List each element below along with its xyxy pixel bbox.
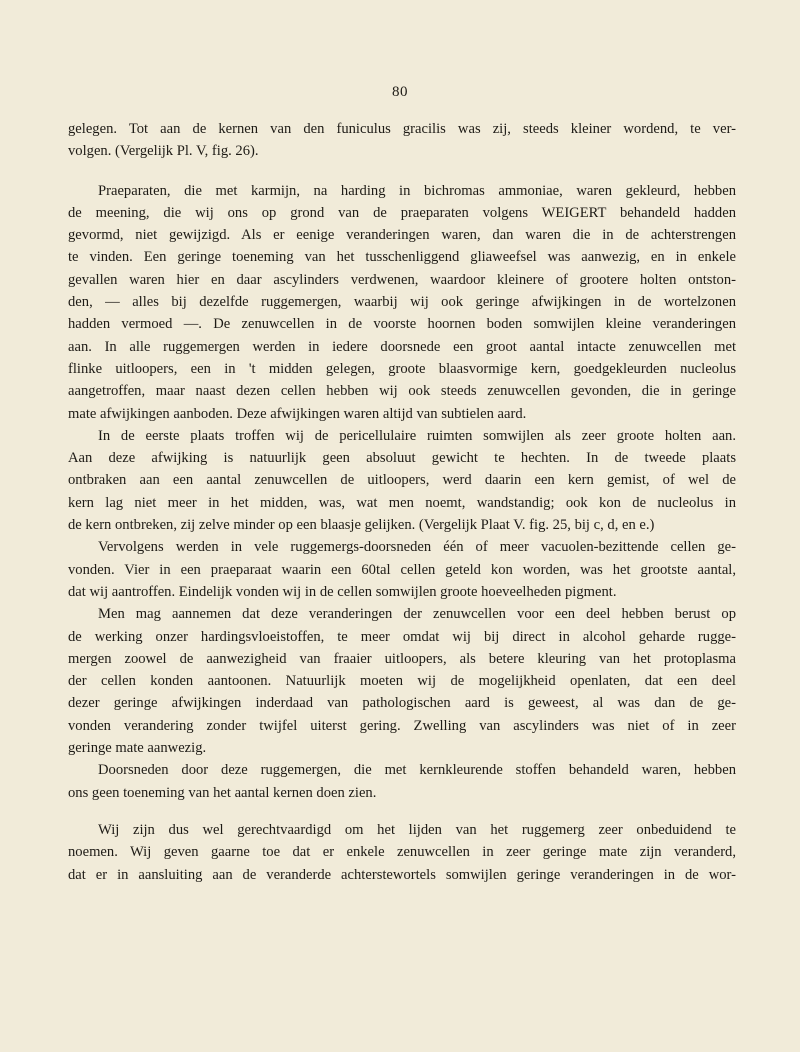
text-line: vonden. Vier in een praeparaat waarin een 60tal cellen geteld kon worden, was het grootste aantal, xyxy=(68,561,736,578)
text-line: dat wij aantroffen. Eindelijk vonden wij in de cellen somwijlen groote hoeveelheden pigment. xyxy=(68,583,617,600)
text-line: der cellen konden aantoonen. Natuurlijk moeten wij de mogelijkheid openlaten, dat een deel xyxy=(68,673,736,690)
body-text xyxy=(68,118,736,886)
text-line: ons geen toeneming van het aantal kernen doen zien. xyxy=(68,784,377,801)
text-line: In de eerste plaats troffen wij de pericellulaire ruimten somwijlen als zeer groote holten aan. xyxy=(98,427,736,444)
text-line: dat er in aansluiting aan de veranderde achterstewortels somwijlen geringe veranderingen in de wor- xyxy=(68,866,736,883)
text-line: gevallen waren hier en daar ascylinders verdwenen, waardoor kleinere of grootere holten ontston- xyxy=(68,271,736,288)
text-line: te vinden. Een geringe toeneming van het tusschenliggend gliaweefsel was aanwezig, en in enkele xyxy=(68,249,736,266)
text-line: Aan deze afwijking is natuurlijk geen absoluut gewicht te hechten. In de tweede plaats xyxy=(68,450,736,467)
paragraph xyxy=(68,118,736,163)
text-line: de werking onzer hardingsvloeistoffen, te meer omdat wij bij direct in alcohol geharde rugge- xyxy=(68,628,736,645)
text-line: den, — alles bij dezelfde ruggemergen, waarbij wij ook geringe afwijkingen in de wortelzonen xyxy=(68,294,736,311)
paragraph xyxy=(68,819,736,886)
text-line: volgen. (Vergelijk Pl. V, fig. 26). xyxy=(68,143,259,160)
text-line: mergen zoowel de aanwezigheid van fraaier uitloopers, als betere kleuring van het protoplasma xyxy=(68,650,736,667)
text-line: noemen. Wij geven gaarne toe dat er enkele zenuwcellen in zeer geringe mate zijn veranderd, xyxy=(68,844,736,861)
text-line: Men mag aannemen dat deze veranderingen der zenuwcellen voor een deel hebben berust op xyxy=(98,606,736,623)
text-line: hadden vermoed —. De zenuwcellen in de voorste hoornen boden somwijlen kleine veranderingen xyxy=(68,316,736,333)
text-line: Vervolgens werden in vele ruggemergs-doorsneden één of meer vacuolen-bezittende cellen ge- xyxy=(98,539,736,556)
text-line: flinke uitloopers, een in 't midden gelegen, groote blaasvormige kern, goedgekleurden nucleolus xyxy=(68,360,736,377)
text-line: kern lag niet meer in het midden, was, wat men noemt, wandstandig; ook kon de nucleolus in xyxy=(68,494,736,511)
text-line: Praeparaten, die met karmijn, na harding in bichromas ammoniae, waren gekleurd, hebben xyxy=(98,182,736,199)
paragraph xyxy=(68,759,736,804)
paragraph xyxy=(68,425,736,536)
text-line: ontbraken aan een aantal zenuwcellen de uitloopers, werd daarin een kern gemist, of wel de xyxy=(68,472,736,489)
text-line: geringe mate aanwezig. xyxy=(68,740,207,757)
page-number: 80 xyxy=(392,84,408,100)
text-line: de meening, die wij ons op grond van de praeparaten volgens WEIGERT behandeld hadden xyxy=(68,204,736,221)
text-line: gevormd, niet gewijzigd. Als er eenige veranderingen waren, dan waren die in de achterstrengen xyxy=(68,227,736,244)
text-line: de kern ontbreken, zij zelve minder op een blaasje gelijken. (Vergelijk Plaat V. fig. 25, bij c, d, en e.) xyxy=(68,517,655,534)
paragraph xyxy=(68,180,736,425)
text-line: aangetroffen, maar naast dezen cellen hebben wij ook steeds zenuwcellen gevonden, die in geringe xyxy=(68,383,736,400)
paragraph xyxy=(68,603,736,759)
text-line: vonden verandering zonder twijfel uiterst gering. Zwelling van ascylinders was niet of in zeer xyxy=(68,717,736,734)
paragraph xyxy=(68,536,736,603)
text-line: mate afwijkingen aanboden. Deze afwijkingen waren altijd van subtielen aard. xyxy=(68,405,527,422)
text-line: gelegen. Tot aan de kernen van den funiculus gracilis was zij, steeds kleiner wordend, te ver- xyxy=(68,121,736,137)
text-line: Wij zijn dus wel gerechtvaardigd om het lijden van het ruggemerg zeer onbeduidend te xyxy=(98,821,736,838)
text-line: aan. In alle ruggemergen werden in iedere doorsnede een groot aantal intacte zenuwcellen met xyxy=(68,338,736,355)
text-line: Doorsneden door deze ruggemergen, die met kernkleurende stoffen behandeld waren, hebben xyxy=(98,762,736,779)
text-line: dezer geringe afwijkingen inderdaad van pathologischen aard is geweest, al was dan de ge- xyxy=(68,695,736,712)
